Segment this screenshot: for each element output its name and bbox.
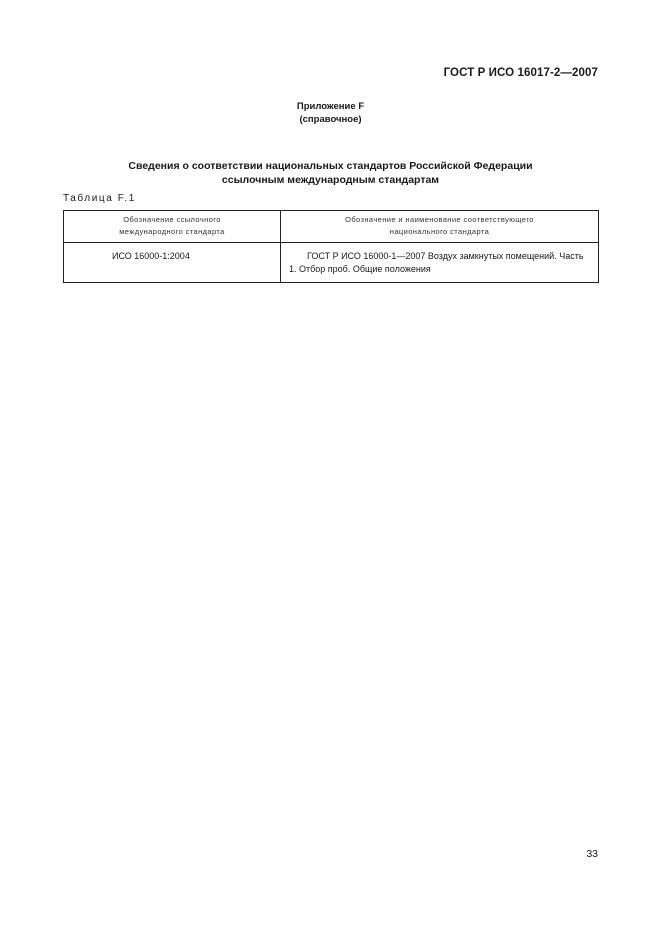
section-title-line2: ссылочным международным стандартам bbox=[221, 174, 440, 186]
header-national-standard bbox=[281, 211, 599, 243]
cell-international-standard: ИСО 16000-1:2004 bbox=[64, 243, 281, 283]
annex-type: (справочное) bbox=[299, 114, 362, 125]
header-col1-line2: международного стандарта bbox=[119, 227, 225, 236]
header-international-standard bbox=[64, 211, 281, 243]
table-caption: Таблица F.1 bbox=[63, 193, 136, 204]
page-number: 33 bbox=[586, 848, 598, 860]
table-header-row bbox=[64, 211, 599, 243]
table-row bbox=[64, 243, 599, 283]
document-code: ГОСТ Р ИСО 16017-2—2007 bbox=[443, 67, 598, 79]
section-title-line1: Сведения о соответствии национальных стандартов Российской Федерации bbox=[128, 160, 533, 172]
header-col2-line1: Обозначение и наименование соответствующего bbox=[345, 215, 534, 224]
cell-national-standard: ГОСТ Р ИСО 16000-1—2007 Воздух замкнутых помещений. Часть 1. Отбор проб. Общие положения bbox=[281, 243, 599, 283]
annex-heading bbox=[0, 100, 661, 126]
annex-title: Приложение F bbox=[296, 101, 365, 112]
section-title bbox=[0, 159, 661, 187]
header-col1-line1: Обозначение ссылочного bbox=[123, 215, 221, 224]
header-col2-line2: национального стандарта bbox=[389, 227, 490, 236]
correspondence-table bbox=[63, 210, 599, 283]
